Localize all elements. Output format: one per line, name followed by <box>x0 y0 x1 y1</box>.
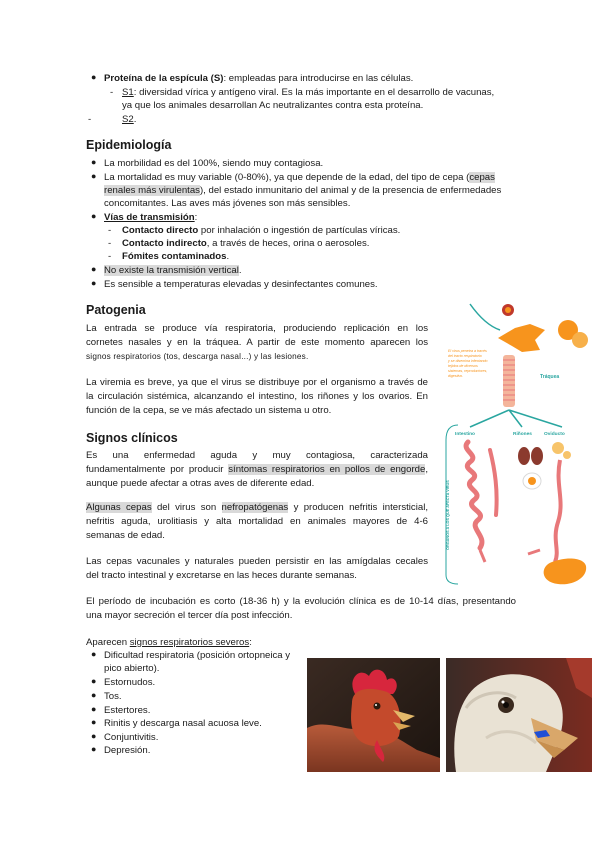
direct-contact: Contacto directo por inhalación o ingestión de partículas víricas. <box>122 225 401 236</box>
kidneys-label: Riñones <box>513 432 532 437</box>
sign-item: Estornudos. <box>104 677 156 688</box>
s1-item-cont: ya que los animales desarrollan Ac neutralizantes contra esta proteína. <box>122 100 424 111</box>
vertical-transmission: No existe la transmisión vertical. <box>104 265 242 276</box>
dash: - <box>108 251 112 262</box>
chicken-photo-open-beak <box>307 658 440 772</box>
fomites: Fómites contaminados. <box>122 251 230 262</box>
pathogenesis-paragraph-2: La viremia es breve, ya que el virus se distribuye por el organismo a través de la circulación sistémica, alcanzando el intestino, los riñones y los ovarios. En función de la cepa, se ve más afectado un sistema u otro. <box>86 377 428 416</box>
clinical-signs-heading: Signos clínicos <box>86 431 178 445</box>
bullet: ● <box>91 211 97 221</box>
pathogenesis-heading: Patogenia <box>86 303 146 317</box>
sign-item: Estertores. <box>104 705 151 716</box>
epidemiology-heading: Epidemiología <box>86 138 172 152</box>
mortality-line-2: renales más virulentas), del estado inmunitario del animal y de la presencia de enfermedades <box>104 185 502 196</box>
clinical-paragraph-2: Algunas cepas del virus son nefropatógenas y producen nefritis intersticial, nefritis aguda, urolitiasis y alta mortalidad en animales mayores de 4-6 semanas de edad. <box>86 502 428 541</box>
trachea-label: Tráquea <box>540 374 560 380</box>
sign-item: Tos. <box>104 691 122 702</box>
bullet: ● <box>91 264 97 274</box>
s2-item: S2. <box>122 114 137 125</box>
bullet: ● <box>91 690 97 700</box>
oviduct-label: Oviducto <box>544 432 565 437</box>
sign-item: Depresión. <box>104 745 151 756</box>
routes-heading: Vías de transmisión: <box>104 212 198 223</box>
clinical-paragraph-1: Es una enfermedad aguda y muy contagiosa, caracterizada fundamentalmente por producir síntomas respiratorios en pollos de engorde, aunque puede afectar a otras aves de diferente edad. <box>86 450 428 489</box>
bullet: ● <box>91 676 97 686</box>
bullet: ● <box>91 744 97 754</box>
intestine-label: Intestino <box>455 432 475 437</box>
bullet: ● <box>91 704 97 714</box>
dash: - <box>108 238 112 249</box>
dash: - <box>110 87 114 98</box>
trachea-illustration <box>503 355 515 407</box>
bullet: ● <box>91 731 97 741</box>
diagram-note: El virus penetra a través del tracto respiratorio y se disemina infectando tejidos de diversos sistemas, reproductores, digestivo. <box>448 349 488 378</box>
bullet: ● <box>91 278 97 288</box>
clinical-paragraph-4: El período de incubación es corto (18-36 h) y la evolución clínica es de 10-14 días, presentando una mayor secreción el tercer día post infección. <box>86 596 516 621</box>
dash: - <box>88 114 92 125</box>
morbidity-item: La morbilidad es del 100%, siendo muy contagiosa. <box>104 158 324 169</box>
sign-item: Rinitis y descarga nasal acuosa leve. <box>104 718 262 729</box>
signs-intro: Aparecen signos respiratorios severos: <box>86 637 252 648</box>
virus-icon <box>502 304 514 316</box>
spicule-item: Proteína de la espícula (S): empleadas para introducirse en las células. <box>104 73 414 84</box>
pathogenesis-diagram <box>440 300 595 588</box>
indirect-contact: Contacto indirecto, a través de heces, orina o aerosoles. <box>122 238 370 249</box>
chicken-photo-nasal-discharge <box>446 658 592 772</box>
sign-item-cont: pico abierto). <box>104 663 160 674</box>
sign-item: Conjuntivitis. <box>104 732 159 743</box>
bullet: ● <box>91 157 97 167</box>
bullet: ● <box>91 171 97 181</box>
mortality-line-3: concomitantes. Las aves más jóvenes son más sensibles. <box>104 198 351 209</box>
mortality-line-1: La mortalidad es muy variable (0-80%), ya que depende de la edad, del tipo de cepa (cepas <box>104 172 495 183</box>
s1-item: S1: diversidad vírica y antígeno viral. Es la más importante en el desarrollo de vacunas, <box>122 87 495 98</box>
dash: - <box>108 225 112 236</box>
sign-item: Dificultad respiratoria (posición ortopneica y <box>104 650 291 661</box>
bullet: ● <box>91 649 97 659</box>
clinical-paragraph-3: Las cepas vacunales y naturales pueden persistir en las amígdalas cecales del tracto intestinal y excretarse en las heces durante semanas. <box>86 556 428 581</box>
organs-vertical-label: ÓRGANOS A LOS QUE AFECTA VIRUS <box>446 480 450 550</box>
bullet: ● <box>91 72 97 82</box>
pathogenesis-paragraph-1: La entrada se produce vía respiratoria, produciendo replicación en los cornetes nasales y en la tráquea. A partir de este momento aparecen los signos respiratorios (tos, descarga nasal...) y las lesiones. <box>86 323 428 361</box>
sensitivity-item: Es sensible a temperaturas elevadas y desinfectantes comunes. <box>104 279 378 290</box>
bullet: ● <box>91 717 97 727</box>
